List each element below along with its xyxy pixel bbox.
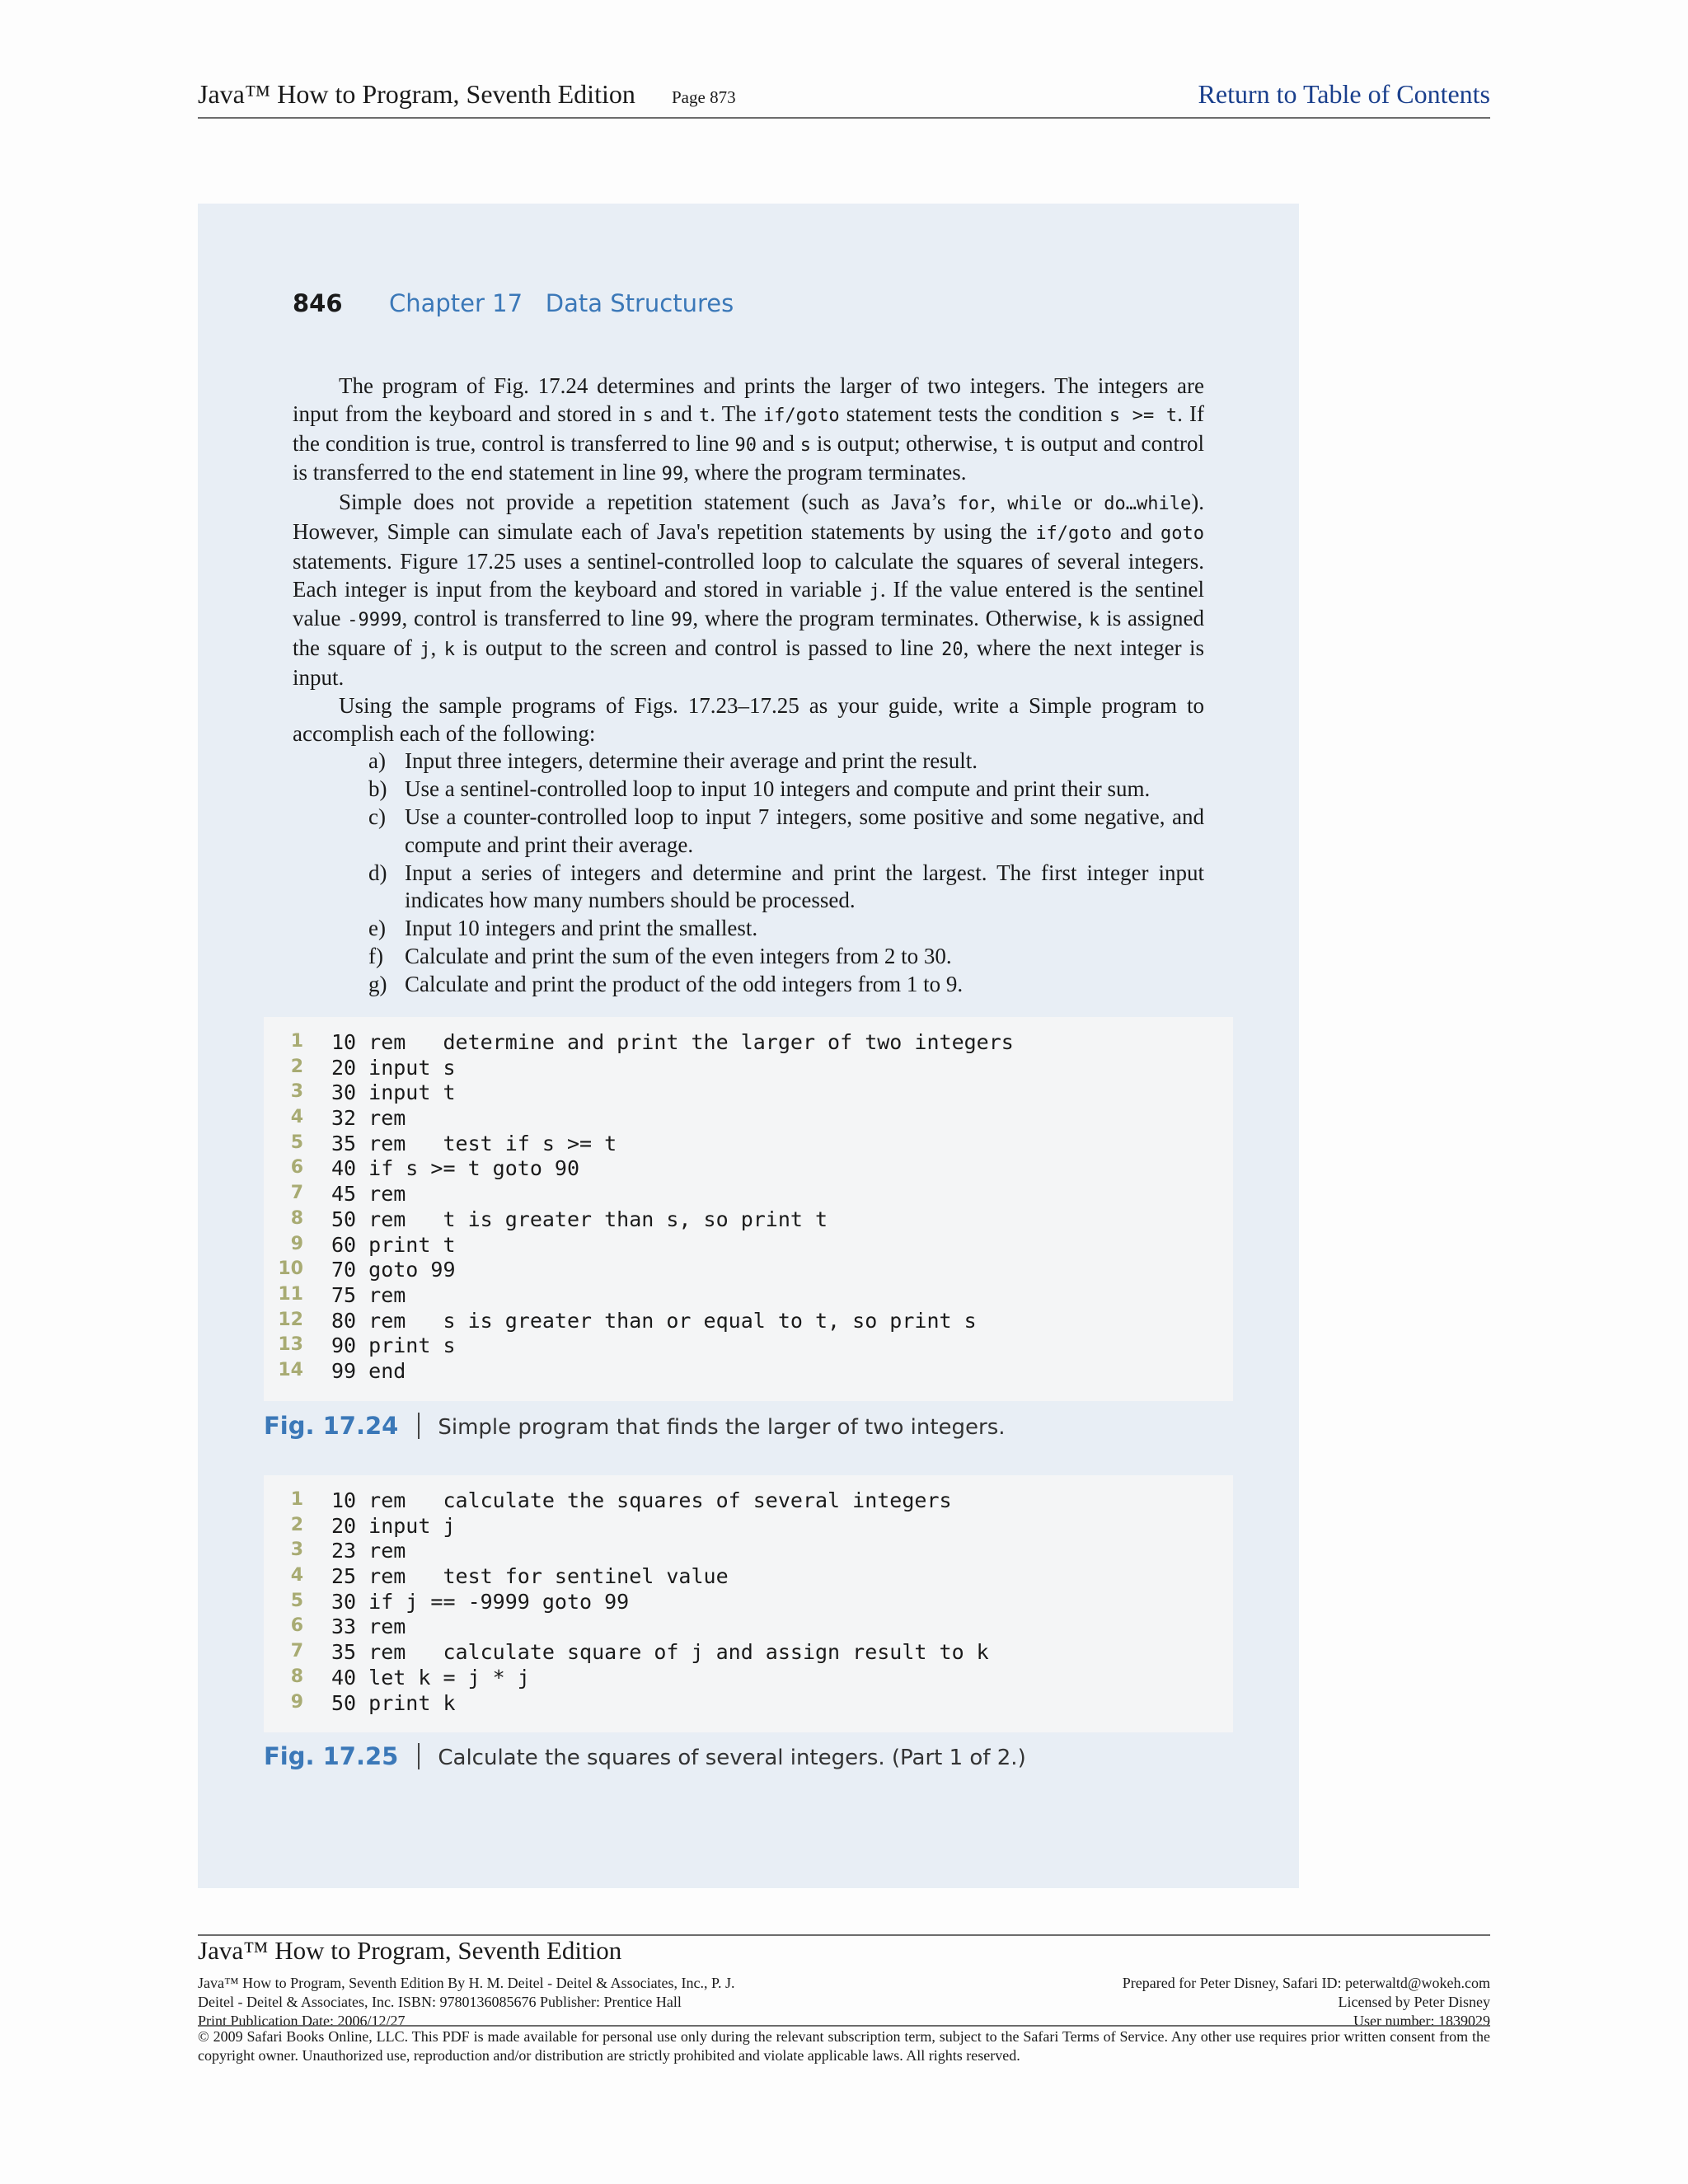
exercise-item — [293, 915, 1204, 943]
code-text: 35 rem test if s >= t — [331, 1131, 617, 1155]
line-number: 3 — [290, 1540, 303, 1561]
exercise-list — [293, 748, 1204, 998]
exercise-marker: b) — [368, 776, 387, 802]
code-run: k — [443, 640, 455, 661]
code-text: 50 print k — [331, 1690, 456, 1715]
code-text: 23 rem — [331, 1539, 406, 1563]
text-run: statement in line — [503, 460, 662, 485]
footer-book-title: Java™ How to Program, Seventh Edition — [198, 1936, 622, 1965]
footer-license-info — [1123, 1974, 1490, 2031]
exercise-marker: f) — [368, 943, 383, 968]
exercise-item — [293, 971, 1204, 999]
line-number: 9 — [290, 1691, 303, 1713]
line-number: 3 — [290, 1081, 303, 1103]
text-run: , control is transferred to line — [401, 606, 671, 631]
code-text: 60 print t — [331, 1232, 456, 1257]
exercise-marker: g) — [368, 971, 387, 996]
text-run: Simple does not provide a repetition statement (such as Java’s — [339, 490, 958, 515]
code-run: j — [869, 580, 880, 602]
code-text: 75 rem — [331, 1282, 406, 1307]
code-run: while — [1007, 494, 1062, 515]
line-number: 1 — [290, 1489, 303, 1510]
figure-caption-text: Simple program that finds the larger of two integers. — [438, 1415, 1006, 1440]
text-run: or — [1062, 490, 1104, 515]
code-text: 30 if j == -9999 goto 99 — [331, 1589, 630, 1614]
code-run: if/goto — [1035, 523, 1113, 544]
code-text: 90 print s — [331, 1333, 456, 1358]
text-run: ). However, Simple can simulate each of Java's repetition statements by using the — [293, 490, 1204, 544]
code-text: 30 input t — [331, 1080, 456, 1105]
caption-divider — [418, 1413, 420, 1439]
header-page-ref: Page 873 — [672, 87, 736, 107]
figure-label: Fig. 17.24 — [264, 1412, 399, 1440]
paragraph-1 — [293, 373, 1204, 489]
code-run: end — [470, 464, 504, 485]
chapter-heading — [389, 289, 734, 317]
paragraph-3: Using the sample programs of Figs. 17.23–17.25 as your guide, write a Simple program to accomplish each of the following: — [293, 692, 1204, 746]
code-run: 90 — [734, 434, 757, 456]
code-text: 40 if s >= t goto 90 — [331, 1156, 580, 1181]
text-run: , where the program terminates. Otherwise, — [692, 606, 1090, 631]
fig-17-24-code-listing — [264, 1017, 1233, 1401]
exercise-text: Input a series of integers and determine and print the largest. The first integer input indicates how many numbers should be processed. — [405, 860, 1204, 913]
exercise-text: Input three integers, determine their average and print the result. — [405, 748, 978, 774]
text-run: and — [1112, 518, 1161, 544]
line-number: 6 — [290, 1157, 303, 1179]
code-text: 20 input s — [331, 1055, 456, 1080]
page-number: 846 — [293, 289, 343, 317]
code-run: s — [642, 405, 654, 426]
text-run: , where the next integer is input. — [293, 635, 1205, 690]
exercise-text: Calculate and print the product of the odd integers from 1 to 9. — [405, 971, 964, 996]
line-number: 7 — [290, 1641, 303, 1662]
code-text: 10 rem determine and print the larger of two integers — [331, 1030, 1014, 1054]
page-footer — [198, 1934, 1490, 2064]
text-run: . The — [710, 401, 763, 426]
exercise-text: Use a counter-controlled loop to input 7 integers, some positive and some negative, and compute and print their average. — [405, 804, 1204, 857]
code-run: if/goto — [762, 405, 840, 426]
footer-left-line: Java™ How to Program, Seventh Edition By H. M. Deitel - Deitel & Associates, Inc., P. J. — [198, 1975, 735, 1991]
exercise-marker: d) — [368, 860, 387, 885]
line-number: 10 — [278, 1258, 303, 1280]
line-number: 9 — [290, 1233, 303, 1254]
line-number: 2 — [290, 1514, 303, 1535]
text-run: is assigned the square of — [293, 606, 1204, 661]
header-book-title: Java™ How to Program, Seventh Edition — [198, 79, 635, 109]
code-run: j — [420, 640, 431, 661]
footer-rule — [198, 2025, 1490, 2027]
book-page — [198, 204, 1299, 1888]
footer-publication-info — [198, 1974, 735, 2031]
text-run: , where the program terminates. — [683, 460, 967, 485]
code-run: t — [1003, 434, 1015, 456]
code-text: 70 goto 99 — [331, 1258, 456, 1282]
code-text: 20 input j — [331, 1513, 456, 1538]
code-run: -9999 — [347, 610, 402, 631]
code-run: do…while — [1104, 494, 1192, 515]
code-run: t — [699, 405, 710, 426]
code-run: s >= t — [1109, 405, 1178, 426]
text-run: . If the condition is true, control is transferred to line — [293, 401, 1204, 456]
text-run: is output; otherwise, — [811, 430, 1004, 456]
exercise-marker: c) — [368, 804, 386, 829]
line-number: 2 — [290, 1056, 303, 1077]
exercise-item — [293, 804, 1204, 860]
text-run: statement tests the condition — [839, 401, 1109, 426]
line-number: 5 — [290, 1132, 303, 1153]
caption-divider — [418, 1743, 420, 1769]
line-number: 8 — [290, 1207, 303, 1229]
figure-label: Fig. 17.25 — [264, 1742, 399, 1770]
footer-right-line: Prepared for Peter Disney, Safari ID: peterwaltd@wokeh.com — [1122, 1975, 1490, 1991]
exercise-text: Calculate and print the sum of the even integers from 2 to 30. — [405, 943, 952, 968]
exercise-marker: a) — [368, 748, 386, 774]
code-run: s — [799, 434, 812, 456]
code-run: goto — [1160, 523, 1204, 544]
exercise-text: Input 10 integers and print the smallest. — [405, 916, 758, 941]
line-number: 6 — [290, 1615, 303, 1637]
chapter-number: Chapter 17 — [389, 289, 523, 317]
exercise-item — [293, 943, 1204, 971]
code-run: 20 — [941, 640, 964, 661]
line-number: 7 — [290, 1183, 303, 1204]
fig-17-25-code-listing — [264, 1475, 1233, 1732]
code-text: 35 rem calculate square of j and assign result to k — [331, 1640, 989, 1665]
code-run: 99 — [661, 464, 684, 485]
line-number: 4 — [290, 1565, 303, 1586]
exercise-item — [293, 776, 1204, 804]
fig-17-25-caption — [264, 1742, 1026, 1770]
text-run: and — [653, 401, 700, 426]
text-run: statements. Figure 17.25 uses a sentinel-controlled loop to calculate the squares of several integers. Each integer is input from the keyboard and stored in variable — [293, 548, 1204, 602]
code-text: 40 let k = j * j — [331, 1665, 530, 1690]
exercise-text: Use a sentinel-controlled loop to input 10 integers and compute and print their sum. — [405, 776, 1151, 802]
page-header — [198, 77, 1490, 119]
line-number: 4 — [290, 1107, 303, 1128]
text-run: The program of Fig. 17.24 determines and prints the larger of two integers. The integers are input from the keyboard and stored in — [293, 373, 1204, 426]
code-text: 80 rem s is greater than or equal to t, so print s — [331, 1308, 977, 1333]
fig-17-24-caption — [264, 1412, 1006, 1440]
code-run: 99 — [670, 610, 693, 631]
text-run: , — [430, 635, 444, 661]
footer-left-line: Deitel - Deitel & Associates, Inc. ISBN: 9780136085676 Publisher: Prentice Hall — [198, 1994, 682, 2010]
code-text: 32 rem — [331, 1106, 406, 1131]
return-to-toc-link[interactable]: Return to Table of Contents — [1198, 79, 1490, 109]
code-text: 99 end — [331, 1358, 406, 1383]
code-run: for — [957, 494, 991, 515]
figure-caption-text: Calculate the squares of several integers. (Part 1 of 2.) — [438, 1746, 1026, 1770]
line-number: 11 — [278, 1283, 303, 1305]
copyright-notice: © 2009 Safari Books Online, LLC. This PDF is made available for personal use only during the relevant subscription term, subject to the Safari Terms of Service. Any other use requires prior written consent from the copyright owner. Unauthorized use, reproduction and/or distribution are strictly prohibited and violate applicable laws. All rights reserved. — [198, 2028, 1490, 2064]
code-text: 33 rem — [331, 1615, 406, 1639]
footer-right-line: Licensed by Peter Disney — [1338, 1994, 1490, 2010]
text-run: is output to the screen and control is passed to line — [454, 635, 942, 661]
chapter-title: Data Structures — [545, 289, 734, 317]
code-run: k — [1089, 610, 1100, 631]
text-run: is output and control is transferred to the — [293, 430, 1205, 485]
exercise-marker: e) — [368, 916, 386, 941]
text-run: , — [990, 490, 1008, 515]
paragraph-2 — [293, 489, 1204, 692]
code-text: 50 rem t is greater than s, so print t — [331, 1207, 828, 1231]
footer-right-line: User number: 1839029 — [1353, 2013, 1490, 2029]
body-text — [293, 373, 1204, 999]
exercise-item — [293, 748, 1204, 776]
line-number: 1 — [290, 1031, 303, 1052]
footer-left-line: Print Publication Date: 2006/12/27 — [198, 2013, 406, 2029]
text-run: . If the value entered is the sentinel value — [293, 576, 1205, 631]
line-number: 14 — [278, 1359, 303, 1380]
line-number: 5 — [290, 1590, 303, 1611]
code-text: 25 rem test for sentinel value — [331, 1564, 729, 1589]
code-text: 10 rem calculate the squares of several integers — [331, 1488, 952, 1512]
line-number: 8 — [290, 1666, 303, 1687]
line-number: 13 — [278, 1334, 303, 1356]
line-number: 12 — [278, 1309, 303, 1330]
text-run: and — [757, 430, 800, 456]
code-text: 45 rem — [331, 1182, 406, 1207]
exercise-item — [293, 860, 1204, 916]
